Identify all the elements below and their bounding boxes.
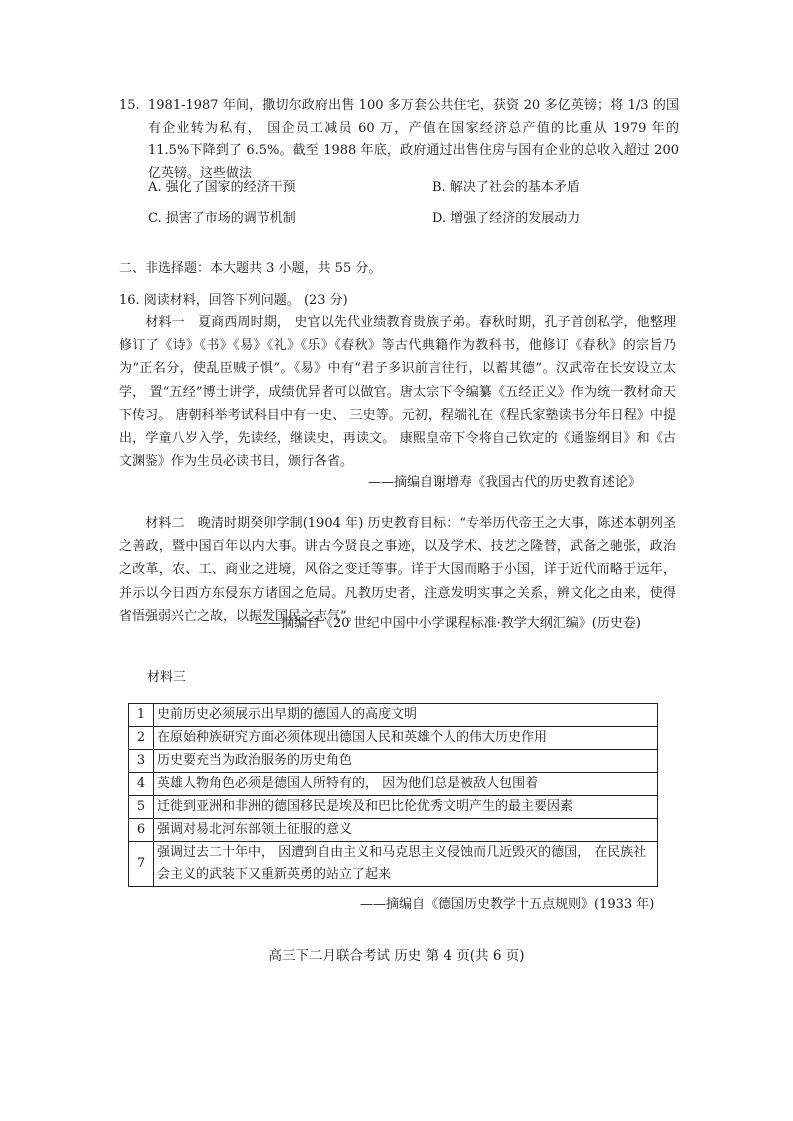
question-number: 15. (119, 98, 140, 113)
row-text: 在原始种族研究方面必须体现出德国人民和英雄个人的伟大历史作用 (154, 727, 658, 750)
row-index: 3 (129, 750, 154, 773)
option-b: B. 解决了社会的基本矛盾 (432, 180, 580, 195)
row-index: 1 (129, 704, 154, 727)
material-1-source: ——摘编自谢增寿《我国古代的历史教育述论》 (368, 475, 642, 490)
row-text: 史前历史必须展示出早期的德国人的高度文明 (154, 704, 658, 727)
row-text: 强调对易北河东部领土征服的意义 (154, 819, 658, 842)
table-row (129, 796, 658, 819)
table-row (129, 773, 658, 796)
material-2-source: ——摘编自《20 世纪中国中小学课程标准·教学大纲汇编》(历史卷) (255, 616, 641, 631)
row-text: 强调过去二十年中， 因遭到自由主义和马克思主义侵蚀而几近毁灭的德国， 在民族社会主义的武装下又重新英勇的站立了起来 (154, 842, 658, 887)
material-2: 材料二 晚清时期癸卯学制(1904 年) 历史教育目标：“专举历代帝王之大事，陈述本朝列圣之善政，暨中国百年以内大事。讲古今贤良之事迹，以及学术、技艺之隆替，武备之驰张，政治之改革，农、工、商业之进境，风俗之变迁等事。详于大国而略于小国，详于近代而略于远年，并示以今日西方东侵东方诸国之危局。凡教历史者，注意发明实事之关系，辨文化之由来，使得省悟强弱兴亡之故，以振发国民之志气”。 (119, 516, 676, 624)
option-d: D. 增强了经济的发展动力 (432, 211, 581, 226)
option-c: C. 损害了市场的调节机制 (148, 211, 296, 226)
table-row (129, 704, 658, 727)
table-row (129, 727, 658, 750)
table-row (129, 750, 658, 773)
page-footer: 高三下二月联合考试 历史 第 4 页(共 6 页) (268, 948, 525, 964)
table-row (129, 819, 658, 842)
row-text: 英雄人物角色必须是德国人所特有的， 因为他们总是被敌人包围着 (154, 773, 658, 796)
rules-table (128, 703, 658, 887)
material-3-label: 材料三 (147, 670, 187, 685)
row-text: 历史要充当为政治服务的历史角色 (154, 750, 658, 773)
question-16-title: 16. 阅读材料，回答下列问题。 (23 分) (119, 293, 348, 308)
question-stem: 1981-1987 年间，撒切尔政府出售 100 多万套公共住宅，获资 20 多亿英镑；将 1/3 的国有企业转为私有， 国企员工减员 60 万，产值在国家经济总产值的比重从 1979 年的 11.5%下降到了 6.5%。截至 1988 年底，政府通过出售住房与国有企业的总收入超过 200 亿英镑。这些做法 (148, 98, 679, 181)
table-row (129, 842, 658, 887)
row-index: 4 (129, 773, 154, 796)
section-heading: 二、非选择题：本大题共 3 小题，共 55 分。 (119, 261, 382, 276)
question-15 (119, 95, 679, 185)
row-index: 2 (129, 727, 154, 750)
material-3-source: ——摘编自《德国历史教学十五点规则》(1933 年) (360, 897, 655, 912)
material-1: 材料一 夏商西周时期， 史官以先代业绩教育贵族子弟。春秋时期，孔子首创私学，他整理修订了《诗》《书》《易》《礼》《乐》《春秋》等古代典籍作为教科书，他修订《春秋》的宗旨乃为“正名分，使乱臣贼子惧”。《易》中有“君子多识前言往行，以蓄其德”。汉武帝在长安设立太学， 置“五经”博士讲学，成绩优异者可以做官。唐太宗下令编纂《五经正义》作为统一教材命天下传习。 唐朝科举考试科目中有一史、 三史等。元初，程端礼在《程氏家塾读书分年日程》中提出，学童八岁入学，先读经，继读史，再读文。 康熙皇帝下令将自己钦定的《通鉴纲目》和《古文渊鉴》作为生员必读书目，颁行各省。 (119, 315, 676, 470)
row-text: 迁徙到亚洲和非洲的德国移民是埃及和巴比伦优秀文明产生的最主要因素 (154, 796, 658, 819)
row-index: 6 (129, 819, 154, 842)
row-index: 5 (129, 796, 154, 819)
row-index: 7 (129, 842, 154, 887)
option-a: A. 强化了国家的经济干预 (148, 180, 296, 195)
